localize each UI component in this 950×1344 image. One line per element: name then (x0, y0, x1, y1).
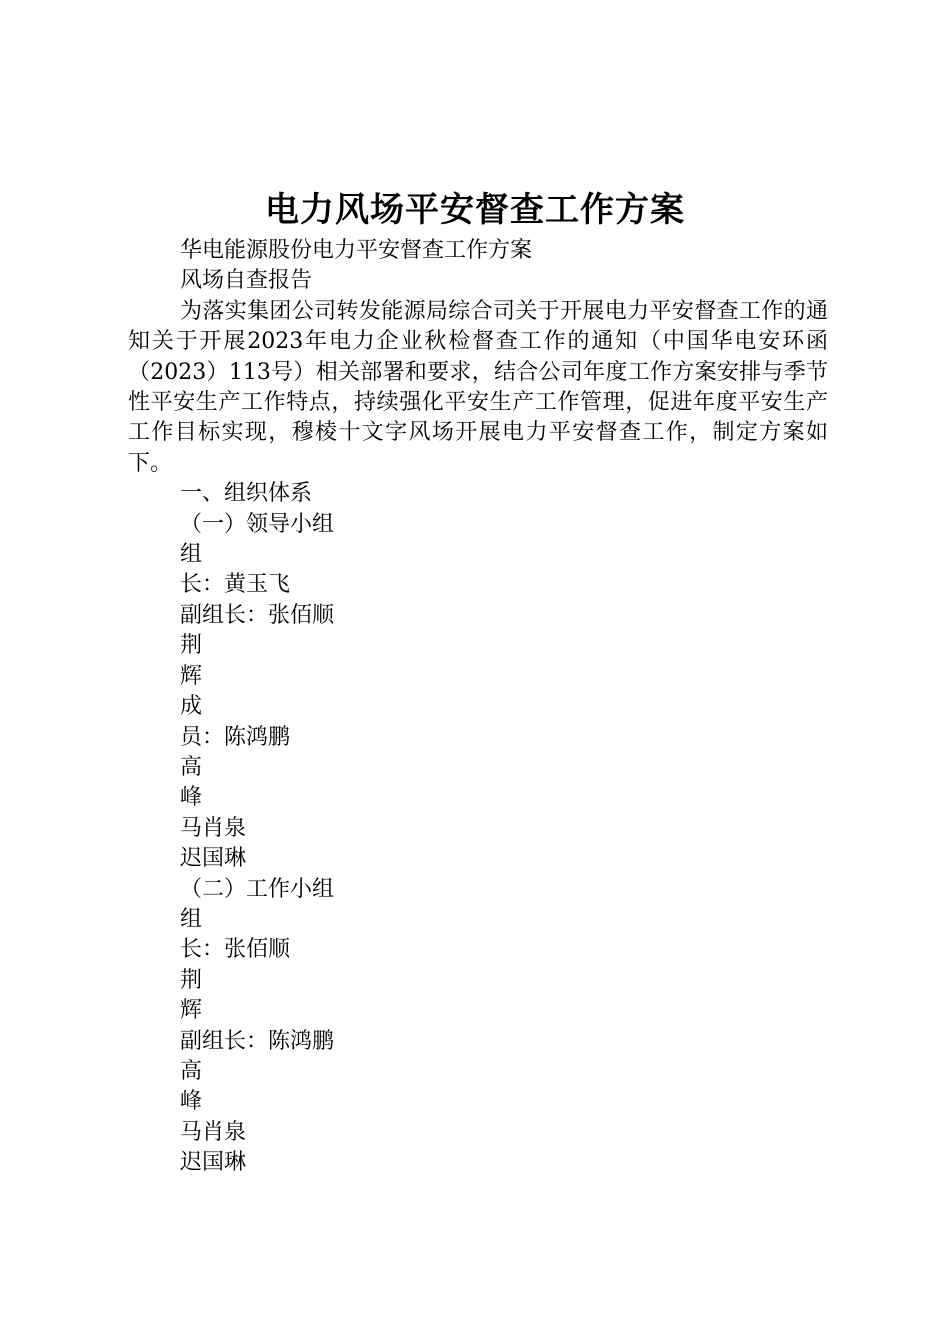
subtitle-line: 华电能源股份电力平安督查工作方案 (180, 238, 533, 263)
member-line: 高 (180, 754, 203, 780)
member-line: 成 (180, 694, 203, 720)
work-group (128, 875, 828, 1179)
section-heading: 一、组织体系 (180, 481, 313, 507)
member-line: 长：张佰顺 (180, 937, 291, 963)
member-line: 组 (180, 542, 203, 568)
leadership-group (128, 510, 828, 875)
group-heading: （一）领导小组 (180, 511, 335, 537)
member-line: 马肖泉 (180, 1119, 247, 1145)
member-line: 马肖泉 (180, 815, 247, 841)
subtitle-line: 风场自查报告 (180, 268, 313, 294)
member-line: 荆 (180, 633, 203, 659)
member-line: 副组长：张佰顺 (180, 602, 335, 628)
member-line: 荆 (180, 967, 203, 993)
member-line: 长：黄玉飞 (180, 572, 291, 598)
member-line: 组 (180, 906, 203, 932)
member-line: 副组长：陈鸿鹏 (180, 1028, 335, 1054)
member-line: 峰 (180, 1089, 203, 1115)
document-title: 电力风场平安督查工作方案 (265, 190, 685, 230)
member-line: 迟国琳 (180, 846, 247, 872)
member-line: 辉 (180, 663, 203, 689)
member-line: 峰 (180, 785, 203, 811)
member-line: 辉 (180, 998, 203, 1024)
member-line: 迟国琳 (180, 1150, 247, 1176)
group-heading: （二）工作小组 (180, 876, 335, 902)
intro-paragraph: 为落实集团公司转发能源局综合司关于开展电力平安督查工作的通知关于开展2023年电力企业秋检督查工作的通知（中国华电安环函（2023）113号）相关部署和要求，结合公司年度工作方案安排与季节性平安生产工作特点，持续强化平安生产工作管理，促进年度平安生产工作目标实现，穆棱十文字风场开展电力平安督查工作，制定方案如下。 (128, 298, 828, 476)
member-line: 员：陈鸿鹏 (180, 724, 291, 750)
member-line: 高 (180, 1058, 203, 1084)
document-body (128, 236, 828, 1179)
